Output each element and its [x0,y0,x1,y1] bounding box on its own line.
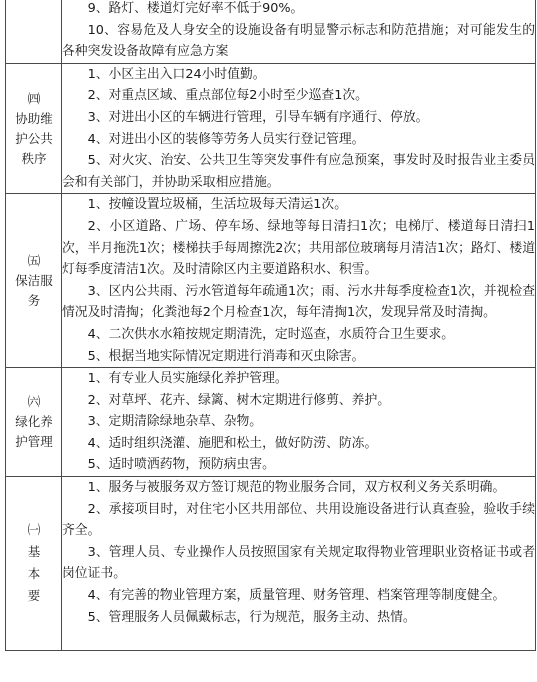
list-item: 1、按幢设置垃圾桶，生活垃圾每天清运1次。 [87,197,348,213]
list-item: 1、小区主出入口24小时值勤。 [87,66,266,82]
list-item: 3、定期清除绿地杂草、杂物。 [87,414,263,430]
table-row-basic [6,477,536,651]
section-label-cell [6,63,62,194]
list-item: 4、二次供水水箱按规定期清洗，定时巡查，水质符合卫生要求。 [87,326,455,342]
section-content-cell [62,368,536,477]
section-title-char: 要 [27,588,41,604]
service-standards-table [5,0,536,651]
list-item: 2、小区道路、广场、停车场、绿地等每日清扫1次；电梯厅、楼道每日清扫1次，半月拖洗1次；楼梯扶手每周擦洗2次；共用部位玻璃每月清洁1次；路灯、楼道灯每季度清洁1次。及时清除区内主要道路积水、积雪。 [62,218,535,278]
list-item-spacer [62,628,535,650]
section-number: ㈠ [27,522,41,538]
list-item: 10、容易危及人身安全的设施设备有明显警示标志和防范措施；对可能发生的各种突发设备故障有应急方案 [62,22,535,60]
list-item: 5、管理服务人员佩戴标志，行为规范，服务主动、热情。 [87,609,416,625]
list-item: 3、对进出小区的车辆进行管理，引导车辆有序通行、停放。 [87,109,429,125]
section-label-cell [6,0,62,63]
section-number: ㈥ [27,394,41,410]
section-content-cell [62,0,536,63]
section-label-cell [6,368,62,477]
list-item: 5、根据当地实际情况定期进行消毒和灭虫除害。 [87,348,365,364]
list-item: 2、对草坪、花卉、绿篱、树木定期进行修剪、养护。 [87,392,391,408]
section-label-cell [6,194,62,368]
table-row-security [6,63,536,194]
list-item: 5、对火灾、治安、公共卫生等突发事件有应急预案，事发时及时报告业主委员会和有关部门，并协助采取相应措施。 [62,153,535,190]
table-row-cleaning [6,194,536,368]
list-item: 3、区内公共雨、污水管道每年疏通1次；雨、污水井每季度检查1次，并视检查情况及时清掏；化粪池每2个月检查1次，每年清掏1次，发现异常及时清掏。 [62,283,535,321]
section-number: ㈤ [27,252,41,268]
table-row-continued [6,0,536,63]
section-number: ㈣ [27,90,41,106]
list-item: 1、服务与被服务双方签订规范的物业服务合同，双方权利义务关系明确。 [87,480,506,496]
list-item: 3、管理人员、专业操作人员按照国家有关规定取得物业管理职业资格证书或者岗位证书。 [62,544,535,582]
list-item: 4、适时组织浇灌、施肥和松土，做好防涝、防冻。 [87,435,378,451]
section-title: 保洁服务 [15,272,53,308]
section-title: 绿化养护管理 [15,414,53,450]
list-item: 1、有专业人员实施绿化养护管理。 [87,371,288,387]
section-title-char: 基 [27,544,41,560]
list-item: 2、承接项目时，对住宅小区共用部位、共用设施设备进行认真查验，验收手续齐全。 [62,501,535,539]
section-content-cell [62,63,536,194]
section-label-cell [6,477,62,651]
list-item: 2、对重点区域、重点部位每2小时至少巡查1次。 [87,88,368,104]
section-content-cell [62,194,536,368]
section-content-cell [62,477,536,651]
section-title: 协助维护公共秩序 [15,110,53,166]
list-item: 4、有完善的物业管理方案，质量管理、财务管理、档案管理等制度健全。 [87,588,506,604]
table-row-greening [6,368,536,477]
section-title-char: 本 [27,566,41,582]
list-item: 4、对进出小区的装修等劳务人员实行登记管理。 [87,131,365,147]
list-item: 5、适时喷洒药物，预防病虫害。 [87,457,275,473]
list-item: 9、路灯、楼道灯完好率不低于90%。 [87,1,304,16]
